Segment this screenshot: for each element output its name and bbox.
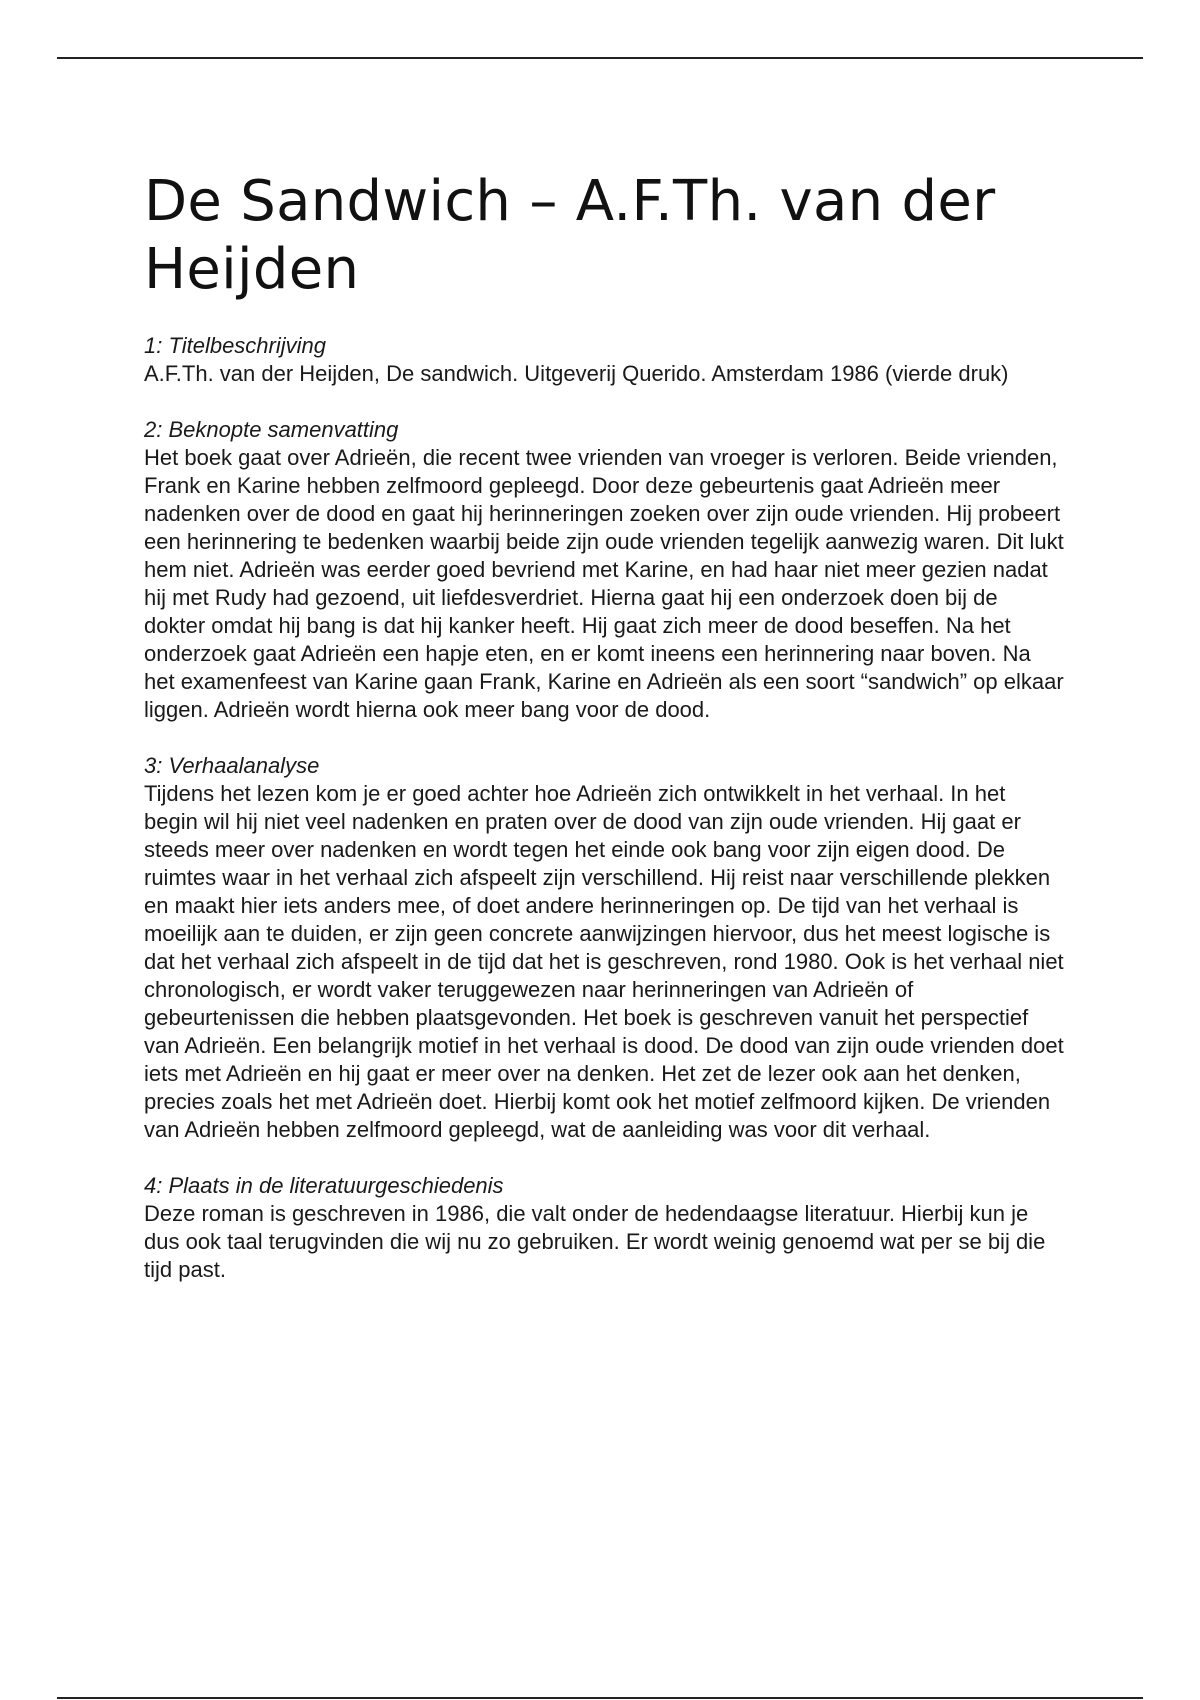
section-verhaalanalyse [144,752,1064,1144]
top-rule [57,57,1143,59]
section-literatuurgeschiedenis [144,1172,1064,1284]
section-titelbeschrijving [144,332,1064,388]
section-body: Het boek gaat over Adrieën, die recent twee vrienden van vroeger is verloren. Beide vrienden, Frank en Karine hebben zelfmoord gepleegd. Door deze gebeurtenis gaat Adrieën meer nadenken over de dood en gaat hij herinneringen zoeken over zijn oude vrienden. Hij probeert een herinnering te bedenken waarbij beide zijn oude vrienden tegelijk aanwezig waren. Dit lukt hem niet. Adrieën was eerder goed bevriend met Karine, en had haar niet meer gezien nadat hij met Rudy had gezoend, uit liefdesverdriet. Hierna gaat hij een onderzoek doen bij de dokter omdat hij bang is dat hij kanker heeft. Hij gaat zich meer de dood beseffen. Na het onderzoek gaat Adrieën een hapje eten, en er komt ineens een herinnering naar boven. Na het examenfeest van Karine gaan Frank, Karine en Adrieën als een soort “sandwich” op elkaar liggen. Adrieën wordt hierna ook meer bang voor de dood. [144,445,1064,722]
section-heading: 1: Titelbeschrijving [144,333,326,358]
section-heading: 3: Verhaalanalyse [144,753,320,778]
document-title: De Sandwich – A.F.Th. van der Heijden [144,169,996,302]
section-body: Tijdens het lezen kom je er goed achter hoe Adrieën zich ontwikkelt in het verhaal. In het begin wil hij niet veel nadenken en praten over de dood van zijn oude vrienden. Hij gaat er steeds meer over nadenken en wordt tegen het einde ook bang voor zijn eigen dood. De ruimtes waar in het verhaal zich afspeelt zijn verschillend. Hij reist naar verschillende plekken en maakt hier iets anders mee, of doet andere herinneringen op. De tijd van het verhaal is moeilijk aan te duiden, er zijn geen concrete aanwijzingen hiervoor, dus het meest logische is dat het verhaal zich afspeelt in de tijd dat het is geschreven, rond 1980. Ook is het verhaal niet chronologisch, er wordt vaker teruggewezen naar herinneringen van Adrieën of gebeurtenissen die hebben plaatsgevonden. Het boek is geschreven vanuit het perspectief van Adrieën. Een belangrijk motief in het verhaal is dood. De dood van zijn oude vrienden doet iets met Adrieën en hij gaat er meer over na denken. Het zet de lezer ook aan het denken, precies zoals het met Adrieën doet. Hierbij komt ook het motief zelfmoord kijken. De vrienden van Adrieën hebben zelfmoord gepleegd, wat de aanleiding was voor dit verhaal. [144,781,1064,1142]
section-body: A.F.Th. van der Heijden, De sandwich. Uitgeverij Querido. Amsterdam 1986 (vierde druk) [144,361,1009,386]
section-body: Deze roman is geschreven in 1986, die valt onder de hedendaagse literatuur. Hierbij kun je dus ook taal terugvinden die wij nu zo gebruiken. Er wordt weinig genoemd wat per se bij die tijd past. [144,1201,1046,1282]
bottom-rule [57,1697,1143,1699]
section-heading: 4: Plaats in de literatuurgeschiedenis [144,1173,504,1198]
section-samenvatting [144,416,1064,724]
document-content [144,168,1064,1284]
section-heading: 2: Beknopte samenvatting [144,417,399,442]
